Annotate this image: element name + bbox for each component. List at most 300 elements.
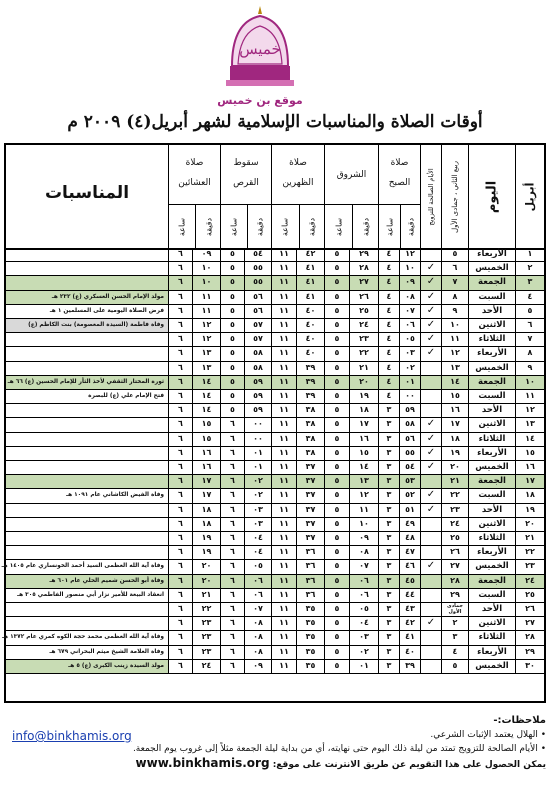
header-fajr-label-1: صلاة	[390, 158, 409, 168]
weekday: الأحد	[468, 603, 515, 616]
maghrib-minute: ٢٣	[192, 617, 220, 630]
dhuhr-minute: ٣٨	[296, 404, 324, 417]
minute-label: دقيقة	[361, 217, 371, 237]
dhuhr-hour: ١١	[271, 362, 296, 375]
table-row	[6, 276, 544, 290]
event-text	[6, 546, 168, 559]
april-day-number: ٢٨	[515, 631, 544, 644]
email-link[interactable]: info@binkhamis.org	[12, 729, 132, 743]
sunset-hour: ٦	[220, 532, 244, 545]
weekday: السبت	[468, 390, 515, 403]
hour-minute-subheader	[169, 204, 221, 248]
dhuhr-minute: ٣٧	[296, 475, 324, 488]
fajr-hour: ٣	[378, 532, 399, 545]
hijri-day: ٧	[441, 276, 468, 289]
weekday: الأحد	[468, 404, 515, 417]
dhuhr-hour: ١١	[271, 305, 296, 318]
maghrib-hour: ٦	[168, 305, 192, 318]
dhuhr-minute: ٤٢	[296, 248, 324, 261]
sunrise-hour: ٥	[324, 347, 349, 360]
table-row	[6, 376, 544, 390]
fajr-hour: ٤	[378, 248, 399, 261]
fajr-hour: ٣	[378, 660, 399, 673]
fajr-hour: ٣	[378, 489, 399, 502]
header-april-label: أبريل	[523, 182, 537, 211]
header-maghrib-label-1: صلاة	[185, 158, 204, 168]
dhuhr-minute: ٣٩	[296, 376, 324, 389]
fajr-minute: ٥٣	[399, 475, 420, 488]
april-day-number: ٢	[515, 262, 544, 275]
sunrise-minute: ٢٧	[349, 276, 378, 289]
table-row	[6, 390, 544, 404]
sunset-hour: ٦	[220, 489, 244, 502]
maghrib-hour: ٦	[168, 333, 192, 346]
sunrise-minute: ٠٣	[349, 631, 378, 644]
maghrib-minute: ٢٠	[192, 560, 220, 573]
sunrise-hour: ٥	[324, 489, 349, 502]
table-row	[6, 546, 544, 560]
dhuhr-hour: ١١	[271, 447, 296, 460]
maghrib-hour: ٦	[168, 475, 192, 488]
dhuhr-minute: ٣٧	[296, 489, 324, 502]
sunset-minute: ٠٨	[244, 646, 271, 659]
dhuhr-hour: ١١	[271, 347, 296, 360]
sunrise-hour: ٥	[324, 333, 349, 346]
sunrise-hour: ٥	[324, 276, 349, 289]
sunset-hour: ٥	[220, 347, 244, 360]
maghrib-minute: ١٦	[192, 447, 220, 460]
fajr-minute: ٠٠	[399, 390, 420, 403]
hijri-day: ١٩	[441, 447, 468, 460]
maghrib-minute: ١٨	[192, 504, 220, 517]
dhuhr-hour: ١١	[271, 433, 296, 446]
maghrib-minute: ١٦	[192, 461, 220, 474]
fajr-minute: ٥٩	[399, 404, 420, 417]
dhuhr-hour: ١١	[271, 603, 296, 616]
maghrib-hour: ٦	[168, 262, 192, 275]
sunrise-minute: ٢٩	[349, 248, 378, 261]
april-day-number: ٢٤	[515, 575, 544, 588]
sunset-minute: ٠٩	[244, 660, 271, 673]
marriage-check: ✓	[420, 461, 441, 474]
minute-subheader	[400, 205, 421, 249]
hijri-day: ٢٧	[441, 560, 468, 573]
maghrib-minute: ١٤	[192, 390, 220, 403]
sunset-minute: ٥٧	[244, 319, 271, 332]
april-day-number: ٩	[515, 362, 544, 375]
header-events	[6, 145, 168, 248]
sunset-hour: ٦	[220, 617, 244, 630]
dhuhr-hour: ١١	[271, 504, 296, 517]
maghrib-hour: ٦	[168, 646, 192, 659]
event-text	[6, 362, 168, 375]
april-day-number: ١٦	[515, 461, 544, 474]
weekday: الأربعاء	[468, 447, 515, 460]
table-row	[6, 262, 544, 276]
dhuhr-minute: ٤٠	[296, 305, 324, 318]
maghrib-hour: ٦	[168, 546, 192, 559]
fajr-minute: ٤٨	[399, 532, 420, 545]
table-row	[6, 291, 544, 305]
hour-label: ساعة	[280, 217, 290, 237]
maghrib-hour: ٦	[168, 461, 192, 474]
marriage-check: ✓	[420, 447, 441, 460]
dhuhr-hour: ١١	[271, 646, 296, 659]
events-header-label: المناسبات	[44, 183, 130, 203]
sunset-hour: ٥	[220, 333, 244, 346]
sunset-minute: ٠٤	[244, 532, 271, 545]
sunset-minute: ٥٤	[244, 248, 271, 261]
header-fajr-label-2: الصبح	[388, 178, 411, 188]
sunrise-hour: ٥	[324, 362, 349, 375]
hour-minute-subheader	[221, 204, 272, 248]
sunset-hour: ٦	[220, 475, 244, 488]
sunrise-minute: ٠٩	[349, 532, 378, 545]
sunset-minute: ٥٩	[244, 404, 271, 417]
fajr-minute: ٤٣	[399, 603, 420, 616]
hour-label: ساعة	[229, 217, 239, 237]
sunset-hour: ٦	[220, 518, 244, 531]
hijri-day: ١٧	[441, 418, 468, 431]
maghrib-minute: ٢٣	[192, 631, 220, 644]
weekday: الأربعاء	[468, 248, 515, 261]
maghrib-hour: ٦	[168, 489, 192, 502]
event-text: وفاة الفيض الكاشاني عام ١٠٩١ هـ	[66, 492, 164, 499]
hijri-day: ١٢	[441, 347, 468, 360]
sunset-hour: ٥	[220, 404, 244, 417]
table-row	[6, 575, 544, 589]
weekday: الثلاثاء	[468, 532, 515, 545]
sunset-hour: ٥	[220, 362, 244, 375]
event-text: وفاة فاطمة (السيدة المعصومة) بنت الكاظم (ع)	[6, 319, 168, 332]
maghrib-minute: ٠٩	[192, 248, 220, 261]
maghrib-minute: ١٨	[192, 518, 220, 531]
website-link[interactable]: www.binkhamis.org	[135, 756, 270, 770]
dhuhr-minute: ٣٨	[296, 418, 324, 431]
weekday: السبت	[468, 291, 515, 304]
event-text	[6, 262, 168, 275]
sunrise-minute: ١٦	[349, 433, 378, 446]
sunset-minute: ٠٥	[244, 560, 271, 573]
header-day-label: اليوم	[484, 180, 500, 213]
event-text	[6, 617, 168, 630]
dhuhr-hour: ١١	[271, 319, 296, 332]
fajr-minute: ٠٣	[399, 347, 420, 360]
fajr-hour: ٣	[378, 404, 399, 417]
maghrib-minute: ١٥	[192, 418, 220, 431]
table-row	[6, 248, 544, 262]
sunset-hour: ٦	[220, 418, 244, 431]
marriage-check	[420, 589, 441, 602]
weekday: الثلاثاء	[468, 631, 515, 644]
sunrise-minute: ٢٢	[349, 347, 378, 360]
maghrib-minute: ٢١	[192, 589, 220, 602]
table-row	[6, 404, 544, 418]
header-maghrib-label-2: العشائين	[178, 178, 211, 188]
weekday: الجمعة	[468, 475, 515, 488]
header-day	[468, 145, 515, 248]
fajr-minute: ٤٦	[399, 560, 420, 573]
header-hijri	[441, 145, 468, 248]
dhuhr-hour: ١١	[271, 418, 296, 431]
sunset-minute: ٠٨	[244, 617, 271, 630]
sunset-minute: ٠٤	[244, 546, 271, 559]
hijri-day: ١١	[441, 333, 468, 346]
dhuhr-minute: ٣٦	[296, 560, 324, 573]
april-day-number: ١٣	[515, 418, 544, 431]
event-text: انعقاد البيعة للأمير نزار أبي منصور الفاطمي ٣٠٥ هـ	[17, 591, 164, 598]
event-text: مولد السيدة زينب الكبرى (ع) ٥ هـ	[6, 660, 168, 673]
fajr-hour: ٤	[378, 319, 399, 332]
minute-subheader	[299, 205, 326, 249]
sunrise-minute: ١٤	[349, 461, 378, 474]
dhuhr-minute: ٤٠	[296, 347, 324, 360]
sunrise-minute: ٠٢	[349, 646, 378, 659]
weekday: الثلاثاء	[468, 433, 515, 446]
dhuhr-minute: ٣٧	[296, 461, 324, 474]
hijri-day: ٢١	[441, 475, 468, 488]
sunrise-hour: ٥	[324, 660, 349, 673]
weekday: الأربعاء	[468, 646, 515, 659]
note-line: يمكن الحصول على هذا التقويم عن طريق الانترنت على موقع: www.binkhamis.org	[135, 756, 546, 770]
hijri-day: ٥	[441, 660, 468, 673]
fajr-hour: ٣	[378, 504, 399, 517]
weekday: الأحد	[468, 305, 515, 318]
sunset-hour: ٥	[220, 319, 244, 332]
prayer-times-table	[1, 143, 546, 703]
marriage-check	[420, 376, 441, 389]
event-text	[6, 433, 168, 446]
weekday: الجمعة	[468, 575, 515, 588]
fajr-minute: ٥٨	[399, 418, 420, 431]
table-row	[2, 631, 544, 645]
dhuhr-hour: ١١	[271, 617, 296, 630]
dhuhr-hour: ١١	[271, 518, 296, 531]
april-day-number: ٣٠	[515, 660, 544, 673]
marriage-check	[420, 546, 441, 559]
minute-subheader	[352, 205, 379, 249]
maghrib-hour: ٦	[168, 319, 192, 332]
dhuhr-hour: ١١	[271, 660, 296, 673]
hour-minute-subheader	[325, 204, 379, 248]
sunset-hour: ٦	[220, 589, 244, 602]
minute-label: دقيقة	[406, 217, 416, 237]
maghrib-minute: ١٣	[192, 362, 220, 375]
header-sunset-label-1: سقوط	[233, 158, 259, 168]
weekday: الخميس	[468, 262, 515, 275]
dhuhr-hour: ١١	[271, 404, 296, 417]
hijri-day: ٥	[441, 248, 468, 261]
event-text: وفاة آية الله العظمى السيد أحمد الخونساري عام ١٤٠٥ هـ	[1, 563, 164, 570]
maghrib-minute: ١٣	[192, 347, 220, 360]
page-title: أوقات الصلاة والمناسبات الإسلامية لشهر أبريل(٤) ٢٠٠٩ م	[67, 112, 483, 132]
event-text	[6, 504, 168, 517]
hijri-day: ٢	[441, 617, 468, 630]
fajr-minute: ٤٤	[399, 589, 420, 602]
weekday: الاثنين	[468, 518, 515, 531]
sunset-hour: ٥	[220, 262, 244, 275]
event-text	[6, 418, 168, 431]
fajr-hour: ٣	[378, 603, 399, 616]
table-row	[6, 504, 544, 518]
sunrise-minute: ٢٨	[349, 262, 378, 275]
header-sunrise-label: الشروق	[336, 170, 367, 180]
hijri-day: ٢٤	[441, 518, 468, 531]
hour-subheader	[272, 205, 299, 249]
sunset-hour: ٦	[220, 504, 244, 517]
sunset-minute: ٠١	[244, 461, 271, 474]
sunset-hour: ٦	[220, 646, 244, 659]
header-hijri-label: ربيع الثاني ، جمادى الأول	[451, 160, 459, 233]
sunrise-minute: ١٥	[349, 447, 378, 460]
table-row	[6, 305, 544, 319]
april-day-number: ٢٦	[515, 603, 544, 616]
site-logo	[218, 4, 302, 112]
table-row	[6, 589, 544, 603]
hijri-day: ٢٣	[441, 504, 468, 517]
sunrise-hour: ٥	[324, 305, 349, 318]
dhuhr-minute: ٤١	[296, 262, 324, 275]
svg-text:خميس: خميس	[239, 40, 281, 58]
fajr-minute: ٠٢	[399, 362, 420, 375]
weekday: الجمعة	[468, 276, 515, 289]
april-day-number: ٦	[515, 319, 544, 332]
april-day-number: ٣	[515, 276, 544, 289]
dhuhr-minute: ٣٧	[296, 504, 324, 517]
header-sunset	[220, 145, 271, 248]
table-row	[6, 333, 544, 347]
sunset-hour: ٥	[220, 305, 244, 318]
maghrib-hour: ٦	[168, 376, 192, 389]
sunset-minute: ٠٣	[244, 504, 271, 517]
dhuhr-hour: ١١	[271, 376, 296, 389]
dhuhr-minute: ٣٨	[296, 433, 324, 446]
header-fajr	[378, 145, 420, 248]
sunset-hour: ٦	[220, 631, 244, 644]
sunset-hour: ٦	[220, 603, 244, 616]
notes-heading: ملاحظات:-	[493, 715, 546, 726]
dhuhr-hour: ١١	[271, 589, 296, 602]
table-row	[6, 532, 544, 546]
maghrib-hour: ٦	[168, 660, 192, 673]
fajr-hour: ٤	[378, 333, 399, 346]
sunrise-minute: ١٧	[349, 418, 378, 431]
event-text	[6, 603, 168, 616]
sunrise-minute: ١٢	[349, 489, 378, 502]
sunrise-minute: ٠٤	[349, 617, 378, 630]
maghrib-hour: ٦	[168, 362, 192, 375]
marriage-check: ✓	[420, 489, 441, 502]
fajr-minute: ٤٠	[399, 646, 420, 659]
maghrib-minute: ٢٢	[192, 603, 220, 616]
weekday: الخميس	[468, 560, 515, 573]
weekday: الاثنين	[468, 319, 515, 332]
sunset-hour: ٦	[220, 575, 244, 588]
sunset-minute: ٥٦	[244, 291, 271, 304]
fajr-hour: ٣	[378, 617, 399, 630]
event-text	[6, 276, 168, 289]
maghrib-hour: ٦	[168, 390, 192, 403]
fajr-hour: ٤	[378, 305, 399, 318]
fajr-hour: ٤	[378, 347, 399, 360]
marriage-check: ✓	[420, 504, 441, 517]
maghrib-hour: ٦	[168, 560, 192, 573]
sunset-hour: ٦	[220, 447, 244, 460]
maghrib-minute: ١٢	[192, 333, 220, 346]
table-row	[6, 660, 544, 674]
dhuhr-hour: ١١	[271, 560, 296, 573]
dhuhr-minute: ٤٠	[296, 319, 324, 332]
marriage-check	[420, 532, 441, 545]
table-row	[6, 475, 544, 489]
maghrib-hour: ٦	[168, 447, 192, 460]
sunset-minute: ٥٨	[244, 347, 271, 360]
maghrib-hour: ٦	[168, 617, 192, 630]
sunrise-hour: ٥	[324, 646, 349, 659]
sunrise-hour: ٥	[324, 518, 349, 531]
sunrise-hour: ٥	[324, 390, 349, 403]
sunrise-hour: ٥	[324, 262, 349, 275]
sunrise-hour: ٥	[324, 631, 349, 644]
table-row	[6, 418, 544, 432]
maghrib-hour: ٦	[168, 248, 192, 261]
sunrise-minute: ٢٤	[349, 319, 378, 332]
weekday: الجمعة	[468, 376, 515, 389]
april-day-number: ٢٩	[515, 646, 544, 659]
marriage-check: ✓	[420, 333, 441, 346]
weekday: الأربعاء	[468, 546, 515, 559]
fajr-minute: ١٢	[399, 248, 420, 261]
sunset-hour: ٥	[220, 248, 244, 261]
event-text	[6, 532, 168, 545]
minute-subheader	[195, 205, 221, 249]
dhuhr-minute: ٣٥	[296, 617, 324, 630]
maghrib-minute: ١٩	[192, 532, 220, 545]
dhuhr-minute: ٣٥	[296, 646, 324, 659]
dhuhr-minute: ٣٥	[296, 660, 324, 673]
sunset-hour: ٦	[220, 660, 244, 673]
dhuhr-minute: ٣٩	[296, 362, 324, 375]
fajr-minute: ٠٦	[399, 319, 420, 332]
april-day-number: ١٨	[515, 489, 544, 502]
event-text: مولد الإمام الحسن العسكري (ع) ٢٣٢ هـ	[6, 291, 168, 304]
sunrise-hour: ٥	[324, 560, 349, 573]
table-row	[6, 518, 544, 532]
sunset-minute: ٠٢	[244, 489, 271, 502]
event-text: وفاة آية الله العظمى محمد حجة الكوه كمري عام ١٣٧٢ هـ	[2, 634, 164, 641]
april-day-number: ١٢	[515, 404, 544, 417]
fajr-minute: ٠٧	[399, 305, 420, 318]
sunrise-minute: ١٣	[349, 475, 378, 488]
april-day-number: ١١	[515, 390, 544, 403]
sunset-minute: ٥٧	[244, 333, 271, 346]
fajr-hour: ٣	[378, 560, 399, 573]
fajr-hour: ٤	[378, 362, 399, 375]
fajr-hour: ٣	[378, 631, 399, 644]
sunset-minute: ٠٠	[244, 433, 271, 446]
hijri-day: ٤	[441, 646, 468, 659]
april-day-number: ٢٣	[515, 560, 544, 573]
weekday: السبت	[468, 589, 515, 602]
marriage-check: ✓	[420, 418, 441, 431]
maghrib-hour: ٦	[168, 603, 192, 616]
fajr-hour: ٣	[378, 589, 399, 602]
fajr-minute: ٣٩	[399, 660, 420, 673]
sunrise-hour: ٥	[324, 404, 349, 417]
marriage-check	[420, 404, 441, 417]
marriage-check	[420, 660, 441, 673]
sunrise-hour: ٥	[324, 291, 349, 304]
